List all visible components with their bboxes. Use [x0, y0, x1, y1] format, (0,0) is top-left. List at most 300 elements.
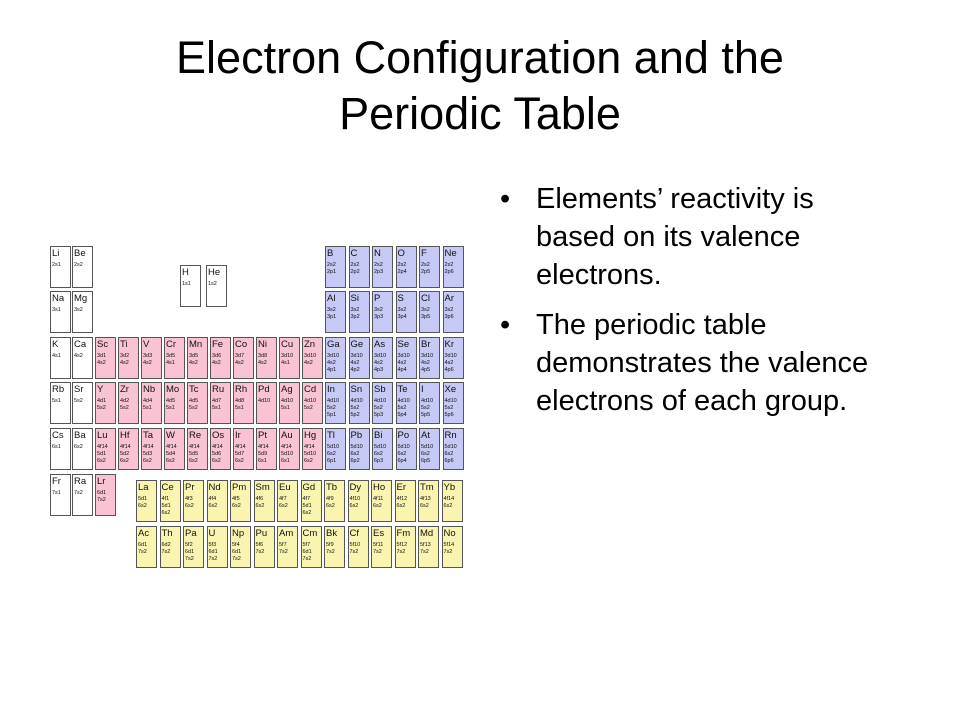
electron-configuration: 4f14 5d1 6s2 — [97, 444, 108, 464]
element-symbol: Br — [421, 339, 431, 350]
element-cell — [230, 526, 251, 568]
element-symbol: Tb — [326, 482, 338, 493]
element-cell — [395, 480, 416, 522]
electron-configuration: 6s2 — [74, 444, 83, 450]
electron-configuration: 5s1 — [52, 398, 61, 404]
element-symbol: Cf — [349, 528, 359, 539]
element-symbol: Pb — [350, 430, 363, 441]
element-symbol: Sc — [97, 339, 109, 350]
element-cell — [136, 526, 157, 568]
electron-configuration: 5f7 6d1 7s2 — [302, 542, 312, 562]
element-cell — [443, 428, 464, 470]
element-cell — [233, 428, 254, 470]
element-symbol: La — [138, 482, 149, 493]
element-symbol: Cs — [52, 430, 64, 441]
element-symbol: Nd — [208, 482, 221, 493]
electron-configuration: 5d10 6s2 6p5 — [421, 444, 434, 464]
element-symbol: Sn — [350, 384, 363, 395]
element-cell — [136, 480, 157, 522]
electron-configuration: 6d1 7s2 — [138, 542, 148, 555]
electron-configuration: 3d8 4s2 — [258, 353, 268, 366]
element-symbol: Sb — [374, 384, 386, 395]
element-symbol: Tc — [189, 384, 199, 395]
element-cell — [233, 337, 254, 379]
element-cell — [443, 246, 464, 288]
electron-configuration: 3d7 4s2 — [235, 353, 245, 366]
element-cell — [371, 526, 392, 568]
element-cell — [187, 382, 208, 424]
electron-configuration: 2s2 2p4 — [397, 262, 407, 275]
element-cell — [325, 428, 346, 470]
element-cell — [95, 474, 116, 516]
element-cell — [371, 480, 392, 522]
element-symbol: Sr — [74, 384, 84, 395]
electron-configuration: 3s1 — [52, 307, 61, 313]
electron-configuration: 3d10 4s2 4p2 — [350, 353, 363, 373]
element-symbol: Sm — [255, 482, 270, 493]
electron-configuration: 6d2 7s2 — [161, 542, 171, 555]
electron-configuration: 3d1 4s2 — [97, 353, 107, 366]
element-cell — [372, 428, 393, 470]
element-symbol: K — [52, 339, 59, 350]
element-cell — [279, 382, 300, 424]
element-symbol: Ce — [161, 482, 174, 493]
electron-configuration: 5s2 — [74, 398, 83, 404]
element-symbol: Be — [74, 248, 86, 259]
element-cell — [396, 291, 417, 333]
element-symbol: Mo — [166, 384, 180, 395]
element-symbol: Te — [397, 384, 408, 395]
element-symbol: U — [208, 528, 216, 539]
electron-configuration: 3d10 4s2 4p3 — [374, 353, 387, 373]
element-cell — [349, 246, 370, 288]
element-symbol: Cr — [166, 339, 177, 350]
element-symbol: Tl — [327, 430, 335, 441]
element-symbol: Ba — [74, 430, 86, 441]
element-cell — [325, 337, 346, 379]
element-symbol: Ne — [444, 248, 457, 259]
electron-configuration: 2s1 — [52, 262, 61, 268]
element-cell — [419, 337, 440, 379]
element-symbol: Si — [350, 293, 359, 304]
element-symbol: Na — [52, 293, 65, 304]
element-cell — [72, 428, 93, 470]
electron-configuration: 4s1 — [52, 353, 61, 359]
element-cell — [141, 428, 162, 470]
bullet-marker: • — [500, 183, 511, 215]
element-cell — [301, 480, 322, 522]
element-cell — [372, 291, 393, 333]
element-symbol: Se — [397, 339, 410, 350]
element-cell — [396, 246, 417, 288]
element-cell — [233, 382, 254, 424]
electron-configuration: 5f6 7s2 — [255, 542, 265, 555]
element-cell — [183, 526, 204, 568]
element-symbol: Lr — [97, 476, 106, 487]
electron-configuration: 5f7 7s2 — [279, 542, 288, 555]
element-symbol: Y — [97, 384, 104, 395]
element-symbol: Fe — [212, 339, 224, 350]
electron-configuration: 4f14 5d10 6s1 — [281, 444, 294, 464]
electron-configuration: 6d1 7s2 — [97, 490, 107, 503]
element-symbol: C — [350, 248, 358, 259]
electron-configuration: 4f14 5d5 6s2 — [189, 444, 200, 464]
electron-configuration: 4d10 5s1 — [281, 398, 294, 411]
element-symbol: Fr — [52, 476, 61, 487]
electron-configuration: 4f10 6s2 — [349, 496, 361, 509]
electron-configuration: 5d10 6s2 6p6 — [444, 444, 457, 464]
element-cell — [50, 428, 71, 470]
element-symbol: N — [374, 248, 381, 259]
element-symbol: Hf — [120, 430, 130, 441]
element-cell — [348, 480, 369, 522]
element-cell — [396, 337, 417, 379]
electron-configuration: 3d2 4s2 — [120, 353, 130, 366]
element-cell — [72, 474, 93, 516]
element-cell — [279, 337, 300, 379]
element-symbol: Rh — [235, 384, 248, 395]
electron-configuration: 4f7 6s2 — [279, 496, 288, 509]
element-symbol: Er — [396, 482, 406, 493]
electron-configuration: 3s2 3p1 — [327, 307, 337, 320]
electron-configuration: 3s2 3p6 — [444, 307, 454, 320]
element-symbol: Es — [373, 528, 385, 539]
element-cell — [210, 382, 231, 424]
element-symbol: Rn — [444, 430, 457, 441]
electron-configuration: 4f14 5d3 6s2 — [143, 444, 154, 464]
element-cell — [72, 337, 93, 379]
electron-configuration: 5f12 7s2 — [396, 542, 408, 555]
bullet-item — [500, 306, 900, 420]
element-cell — [72, 382, 93, 424]
electron-configuration: 5d1 6s2 — [138, 496, 148, 509]
element-symbol: Pm — [232, 482, 247, 493]
element-symbol: Gd — [302, 482, 316, 493]
electron-configuration: 2s2 — [74, 262, 83, 268]
element-cell — [95, 428, 116, 470]
electron-configuration: 5f13 7s2 — [420, 542, 431, 555]
element-symbol: Ta — [143, 430, 154, 441]
element-cell — [325, 291, 346, 333]
electron-configuration: 2s2 2p2 — [350, 262, 360, 275]
element-symbol: In — [327, 384, 335, 395]
element-cell — [419, 382, 440, 424]
electron-configuration: 3s2 3p3 — [374, 307, 384, 320]
element-cell — [396, 428, 417, 470]
electron-configuration: 3d3 4s2 — [143, 353, 153, 366]
element-cell — [210, 337, 231, 379]
electron-configuration: 4d10 5s2 5p6 — [444, 398, 457, 418]
electron-configuration: 4d1 5s2 — [97, 398, 107, 411]
element-cell — [279, 428, 300, 470]
slide-title — [60, 30, 900, 142]
element-symbol: Pu — [255, 528, 268, 539]
title-line-1: Electron Configuration and the — [176, 32, 784, 83]
element-cell — [419, 246, 440, 288]
electron-configuration: 3d10 4s2 4p4 — [397, 353, 410, 373]
element-symbol: Md — [420, 528, 434, 539]
element-cell — [160, 526, 181, 568]
element-cell — [180, 265, 201, 307]
element-cell — [348, 526, 369, 568]
element-symbol: Li — [52, 248, 60, 259]
title-line-2: Periodic Table — [339, 88, 621, 139]
element-symbol: I — [421, 384, 424, 395]
electron-configuration: 3s2 — [74, 307, 83, 313]
electron-configuration: 5f10 7s2 — [349, 542, 361, 555]
element-symbol: Mg — [74, 293, 88, 304]
element-cell — [324, 480, 345, 522]
electron-configuration: 4f1 5d1 6s2 — [161, 496, 171, 516]
element-cell — [164, 428, 185, 470]
element-symbol: Lu — [97, 430, 108, 441]
electron-configuration: 3d10 4s2 4p6 — [444, 353, 457, 373]
element-cell — [187, 337, 208, 379]
element-cell — [50, 291, 71, 333]
electron-configuration: 4s2 — [74, 353, 83, 359]
element-cell — [206, 265, 227, 307]
electron-configuration: 4d10 5s2 5p2 — [350, 398, 363, 418]
element-cell — [443, 382, 464, 424]
element-cell — [301, 526, 322, 568]
element-symbol: Dy — [349, 482, 362, 493]
element-symbol: Yb — [443, 482, 456, 493]
element-symbol: S — [397, 293, 404, 304]
element-symbol: Fm — [396, 528, 411, 539]
element-cell — [372, 382, 393, 424]
element-cell — [95, 337, 116, 379]
electron-configuration: 3s2 3p2 — [350, 307, 360, 320]
element-symbol: Th — [161, 528, 173, 539]
electron-configuration: 4f9 6s2 — [326, 496, 335, 509]
element-symbol: Ni — [258, 339, 267, 350]
element-cell — [372, 246, 393, 288]
electron-configuration: 4f7 5d1 6s2 — [302, 496, 312, 516]
element-symbol: Mn — [189, 339, 203, 350]
element-cell — [207, 480, 228, 522]
element-cell — [349, 382, 370, 424]
element-symbol: Nb — [143, 384, 156, 395]
element-symbol: V — [143, 339, 150, 350]
electron-configuration: 4f6 6s2 — [255, 496, 265, 509]
element-symbol: W — [166, 430, 175, 441]
element-cell — [419, 428, 440, 470]
electron-configuration: 1s1 — [182, 281, 191, 287]
element-cell — [118, 428, 139, 470]
element-symbol: Am — [279, 528, 294, 539]
electron-configuration: 4f5 6s2 — [232, 496, 241, 509]
element-cell — [325, 246, 346, 288]
element-symbol: He — [208, 267, 221, 278]
element-cell — [230, 480, 251, 522]
element-cell — [50, 337, 71, 379]
element-symbol: Rb — [52, 384, 65, 395]
element-symbol: H — [182, 267, 189, 278]
element-cell — [349, 337, 370, 379]
electron-configuration: 4d10 5s2 5p4 — [397, 398, 410, 418]
electron-configuration: 5d10 6s2 6p3 — [374, 444, 387, 464]
electron-configuration: 3d10 4s2 4p1 — [327, 353, 340, 373]
electron-configuration: 6s1 — [52, 444, 61, 450]
element-symbol: Po — [397, 430, 410, 441]
element-symbol: Pr — [185, 482, 195, 493]
element-cell — [118, 337, 139, 379]
electron-configuration: 4f14 5d9 6s1 — [258, 444, 269, 464]
electron-configuration: 5d10 6s2 6p1 — [327, 444, 340, 464]
electron-configuration: 4f13 6s2 — [420, 496, 431, 509]
electron-configuration: 4d10 5s2 — [304, 398, 317, 411]
element-cell — [396, 382, 417, 424]
element-cell — [302, 337, 323, 379]
electron-configuration: 4d10 5s2 5p1 — [327, 398, 340, 418]
element-symbol: Co — [235, 339, 248, 350]
electron-configuration: 4f14 5d7 6s2 — [235, 444, 246, 464]
electron-configuration: 4f14 5d6 6s2 — [212, 444, 223, 464]
element-symbol: Np — [232, 528, 245, 539]
element-symbol: Kr — [444, 339, 454, 350]
element-cell — [256, 337, 277, 379]
element-cell — [443, 337, 464, 379]
element-symbol: Ir — [235, 430, 241, 441]
element-cell — [302, 428, 323, 470]
element-symbol: Zr — [120, 384, 129, 395]
electron-configuration: 7s1 — [52, 490, 61, 496]
element-symbol: Pd — [258, 384, 270, 395]
element-cell — [118, 382, 139, 424]
element-cell — [256, 382, 277, 424]
element-cell — [302, 382, 323, 424]
electron-configuration: 3d10 4s1 — [281, 353, 294, 366]
element-symbol: As — [374, 339, 386, 350]
element-symbol: Os — [212, 430, 225, 441]
electron-configuration: 4f3 6s2 — [185, 496, 194, 509]
electron-configuration: 5f11 7s2 — [373, 542, 384, 555]
electron-configuration: 3s2 3p5 — [421, 307, 431, 320]
element-symbol: Pt — [258, 430, 267, 441]
element-cell — [324, 526, 345, 568]
element-symbol: Eu — [279, 482, 291, 493]
electron-configuration: 5f3 6d1 7s2 — [208, 542, 218, 562]
electron-configuration: 4d2 5s2 — [120, 398, 130, 411]
element-symbol: Au — [281, 430, 293, 441]
element-cell — [50, 246, 71, 288]
electron-configuration: 7s2 — [74, 490, 83, 496]
element-symbol: Cm — [302, 528, 318, 539]
element-cell — [207, 526, 228, 568]
electron-configuration: 5d10 6s2 6p4 — [397, 444, 410, 464]
electron-configuration: 5f9 7s2 — [326, 542, 335, 555]
element-cell — [164, 382, 185, 424]
electron-configuration: 5f14 7s2 — [443, 542, 455, 555]
electron-configuration: 4f14 5d4 6s2 — [166, 444, 177, 464]
element-symbol: Ho — [373, 482, 386, 493]
element-cell — [256, 428, 277, 470]
element-symbol: Ra — [74, 476, 87, 487]
element-cell — [72, 291, 93, 333]
element-cell — [160, 480, 181, 522]
electron-configuration: 3d5 4s1 — [166, 353, 176, 366]
element-cell — [277, 526, 298, 568]
electron-configuration: 2s2 2p5 — [421, 262, 431, 275]
element-cell — [325, 382, 346, 424]
element-cell — [187, 428, 208, 470]
element-cell — [418, 480, 439, 522]
electron-configuration: 4f12 6s2 — [396, 496, 408, 509]
element-cell — [141, 382, 162, 424]
element-cell — [254, 480, 275, 522]
element-symbol: No — [443, 528, 456, 539]
element-symbol: O — [397, 248, 405, 259]
electron-configuration: 3s2 3p4 — [397, 307, 407, 320]
element-symbol: At — [421, 430, 430, 441]
element-cell — [50, 474, 71, 516]
electron-configuration: 4d10 — [258, 398, 271, 404]
electron-configuration: 4f4 6s2 — [208, 496, 218, 509]
bullet-text: The periodic table demonstrates the valence electrons of each group. — [536, 309, 869, 417]
element-cell — [442, 526, 463, 568]
electron-configuration: 4f14 5d2 6s2 — [120, 444, 131, 464]
electron-configuration: 4f14 6s2 — [443, 496, 455, 509]
element-symbol: Zn — [304, 339, 316, 350]
element-symbol: Ca — [74, 339, 87, 350]
bullet-list — [500, 180, 900, 432]
element-symbol: Tm — [420, 482, 434, 493]
element-symbol: F — [421, 248, 427, 259]
element-cell — [349, 291, 370, 333]
element-symbol: Pa — [185, 528, 197, 539]
element-symbol: Ag — [281, 384, 293, 395]
element-cell — [419, 291, 440, 333]
element-symbol: B — [327, 248, 334, 259]
element-symbol: Cu — [281, 339, 294, 350]
electron-configuration: 3d10 4s2 — [304, 353, 317, 366]
element-cell — [141, 337, 162, 379]
element-symbol: Al — [327, 293, 336, 304]
element-symbol: Cl — [421, 293, 430, 304]
electron-configuration: 2s2 2p3 — [374, 262, 384, 275]
electron-configuration: 5d10 6s2 6p2 — [350, 444, 363, 464]
element-cell — [164, 337, 185, 379]
element-cell — [442, 480, 463, 522]
element-symbol: P — [374, 293, 381, 304]
element-symbol: Bi — [374, 430, 383, 441]
element-symbol: Ac — [138, 528, 150, 539]
element-symbol: Ti — [120, 339, 128, 350]
element-cell — [372, 337, 393, 379]
electron-configuration: 4d4 5s1 — [143, 398, 153, 411]
element-cell — [210, 428, 231, 470]
electron-configuration: 4d8 5s1 — [235, 398, 245, 411]
electron-configuration: 4d5 5s1 — [166, 398, 176, 411]
element-symbol: Ge — [350, 339, 364, 350]
electron-configuration: 2s2 2p1 — [327, 262, 337, 275]
bullet-item — [500, 180, 900, 294]
element-cell — [443, 291, 464, 333]
element-symbol: Ru — [212, 384, 225, 395]
electron-configuration: 3d6 4s2 — [212, 353, 222, 366]
electron-configuration: 2s2 2p6 — [444, 262, 454, 275]
electron-configuration: 4f14 5d10 6s2 — [304, 444, 317, 464]
element-cell — [395, 526, 416, 568]
electron-configuration: 1s2 — [208, 281, 217, 287]
electron-configuration: 4d5 5s2 — [189, 398, 199, 411]
bullet-text: Elements’ reactivity is based on its valence electrons. — [536, 183, 814, 291]
element-cell — [183, 480, 204, 522]
element-symbol: Re — [189, 430, 202, 441]
electron-configuration: 3d10 4s2 4p5 — [421, 353, 434, 373]
electron-configuration: 4f11 6s2 — [373, 496, 384, 509]
electron-configuration: 5f2 6d1 7s2 — [185, 542, 195, 562]
